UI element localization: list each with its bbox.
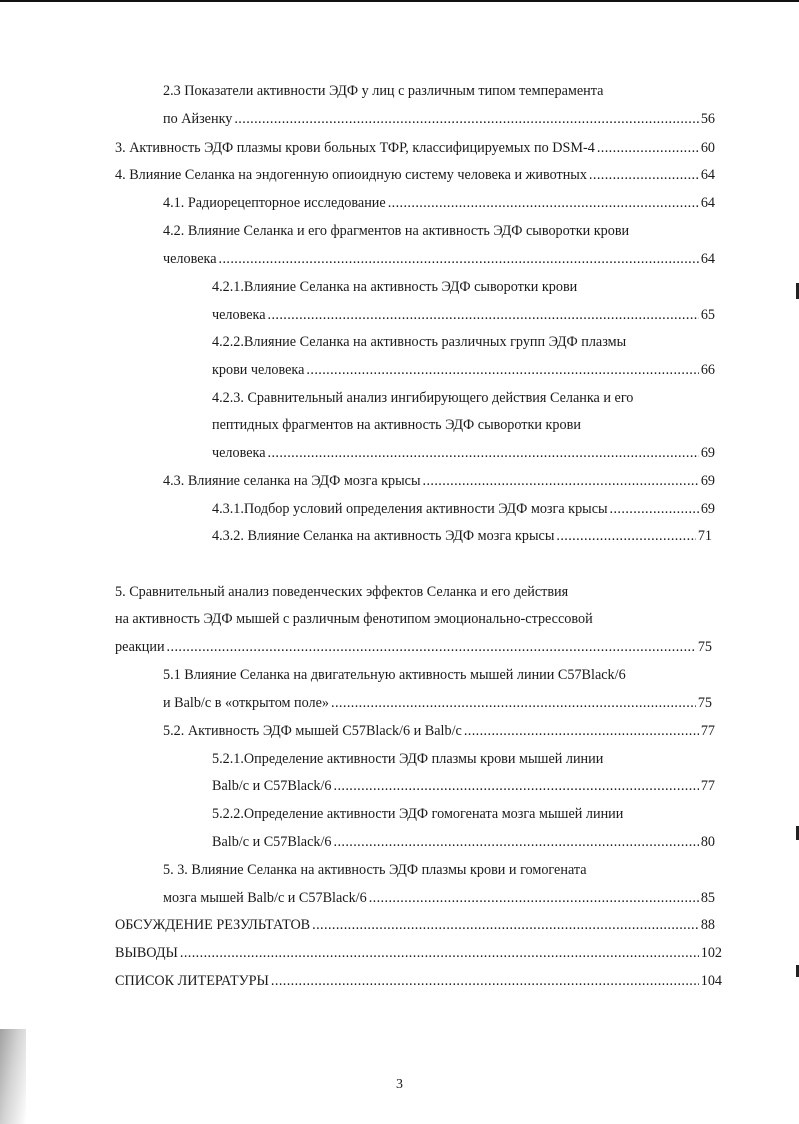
toc-entry-4-2-3: человека ..... 69: [212, 444, 715, 462]
dot-leader: [556, 527, 695, 545]
toc-entry-4-2-1: человека ..... 65: [212, 306, 715, 324]
toc-entry-5-2: 5.2. Активность ЭДФ мышей C57Black/6 и Balb/c ..... 77: [163, 722, 715, 740]
toc-entry-4-3: 4.3. Влияние селанка на ЭДФ мозга крысы ..... 69: [163, 472, 715, 490]
dot-leader: [423, 472, 699, 490]
dot-leader: [610, 500, 699, 518]
page-ref: 64: [700, 167, 715, 183]
page-ref: 56: [700, 111, 715, 127]
page-ref: 64: [700, 251, 715, 267]
page-number: 3: [396, 1077, 403, 1092]
toc-entry-4-2-3-line1: 4.2.3. Сравнительный анализ ингибирующего действия Селанка и его: [212, 390, 634, 406]
dot-leader: [306, 361, 698, 379]
dot-leader: [334, 777, 699, 795]
toc-entry-conclusions: ВЫВОДЫ ..... 102: [115, 944, 722, 962]
page-ref: 85: [700, 890, 715, 906]
toc-entry-4-1: 4.1. Радиорецепторное исследование ..... 64: [163, 194, 715, 212]
dot-leader: [167, 638, 696, 656]
dot-leader: [219, 250, 699, 268]
toc-entry-4-3-2: 4.3.2. Влияние Селанка на активность ЭДФ мозга крысы ..... 71: [212, 527, 712, 545]
page-ref: 69: [700, 445, 715, 461]
dot-leader: [331, 694, 696, 712]
toc-entry-5-line1: 5. Сравнительный анализ поведенческих эффектов Селанка и его действия: [115, 584, 569, 600]
toc-entry-4-2-3-line2: пептидных фрагментов на активность ЭДФ сыворотки крови: [212, 417, 581, 433]
page-ref: 104: [700, 973, 722, 989]
dot-leader: [180, 944, 699, 962]
toc-entry-5-1-line1: 5.1 Влияние Селанка на двигательную активность мышей линии C57Black/6: [163, 667, 626, 683]
toc-entry-5-2-2: Balb/c и C57Black/6 ..... 80: [212, 833, 715, 851]
dot-leader: [388, 194, 699, 212]
toc-entry-5-2-1: Balb/c и C57Black/6 ..... 77: [212, 777, 715, 795]
dot-leader: [334, 833, 699, 851]
page-ref: 71: [697, 528, 712, 544]
page-ref: 75: [697, 695, 712, 711]
dot-leader: [464, 722, 699, 740]
toc-entry-5-3: мозга мышей Balb/c и C57Black/6 ..... 85: [163, 889, 715, 907]
toc-entry-4-2: человека ..... 64: [163, 250, 715, 268]
toc-entry-5-1: и Balb/c в «открытом поле» ..... 75: [163, 694, 712, 712]
dot-leader: [597, 139, 699, 157]
toc-entry-2-3-line1: 2.3 Показатели активности ЭДФ у лиц с различным типом темперамента: [163, 83, 604, 99]
toc-entry-discussion: ОБСУЖДЕНИЕ РЕЗУЛЬТАТОВ ..... 88: [115, 916, 715, 934]
toc-entry-4-2-line1: 4.2. Влияние Селанка и его фрагментов на активность ЭДФ сыворотки крови: [163, 223, 630, 239]
dot-leader: [268, 306, 699, 324]
page-ref: 64: [700, 195, 715, 211]
toc-entry-2-3: по Айзенку ..... 56: [163, 110, 715, 128]
toc-entry-4: 4. Влияние Селанка на эндогенную опиоидную систему человека и животных ..... 64: [115, 166, 715, 184]
toc-entry-4-2-2: крови человека ..... 66: [212, 361, 715, 379]
toc-entry-5: реакции ..... 75: [115, 638, 712, 656]
dot-leader: [268, 444, 699, 462]
page-ref: 77: [700, 778, 715, 794]
dot-leader: [589, 166, 699, 184]
page-ref: 80: [700, 834, 715, 850]
page-ref: 77: [700, 723, 715, 739]
page-ref: 69: [700, 473, 715, 489]
toc-entry-4-2-2-line1: 4.2.2.Влияние Селанка на активность различных групп ЭДФ плазмы: [212, 334, 627, 350]
page-ref: 88: [700, 917, 715, 933]
toc-entry-4-3-1: 4.3.1.Подбор условий определения активности ЭДФ мозга крысы ..... 69: [212, 500, 715, 518]
toc-entry-5-2-1-line1: 5.2.1.Определение активности ЭДФ плазмы крови мышей линии: [212, 751, 604, 767]
toc-entry-5-3-line1: 5. 3. Влияние Селанка на активность ЭДФ плазмы крови и гомогената: [163, 862, 587, 878]
page-ref: 102: [700, 945, 722, 961]
toc-entry-references: СПИСОК ЛИТЕРАТУРЫ ..... 104: [115, 972, 722, 990]
page-ref: 66: [700, 362, 715, 378]
page-ref: 60: [700, 140, 715, 156]
dot-leader: [369, 889, 699, 907]
toc-entry-3: 3. Активность ЭДФ плазмы крови больных ТФР, классифицируемых по DSM-4 ..... 60: [115, 139, 715, 157]
page-ref: 65: [700, 307, 715, 323]
dot-leader: [312, 916, 699, 934]
dot-leader: [271, 972, 699, 990]
page-ref: 69: [700, 501, 715, 517]
dot-leader: [234, 110, 698, 128]
toc-entry-5-2-2-line1: 5.2.2.Определение активности ЭДФ гомогената мозга мышей линии: [212, 806, 624, 822]
toc-entry-5-line2: на активность ЭДФ мышей с различным фенотипом эмоционально-стрессовой: [115, 611, 593, 627]
toc-entry-4-2-1-line1: 4.2.1.Влияние Селанка на активность ЭДФ сыворотки крови: [212, 279, 578, 295]
page-ref: 75: [697, 639, 712, 655]
